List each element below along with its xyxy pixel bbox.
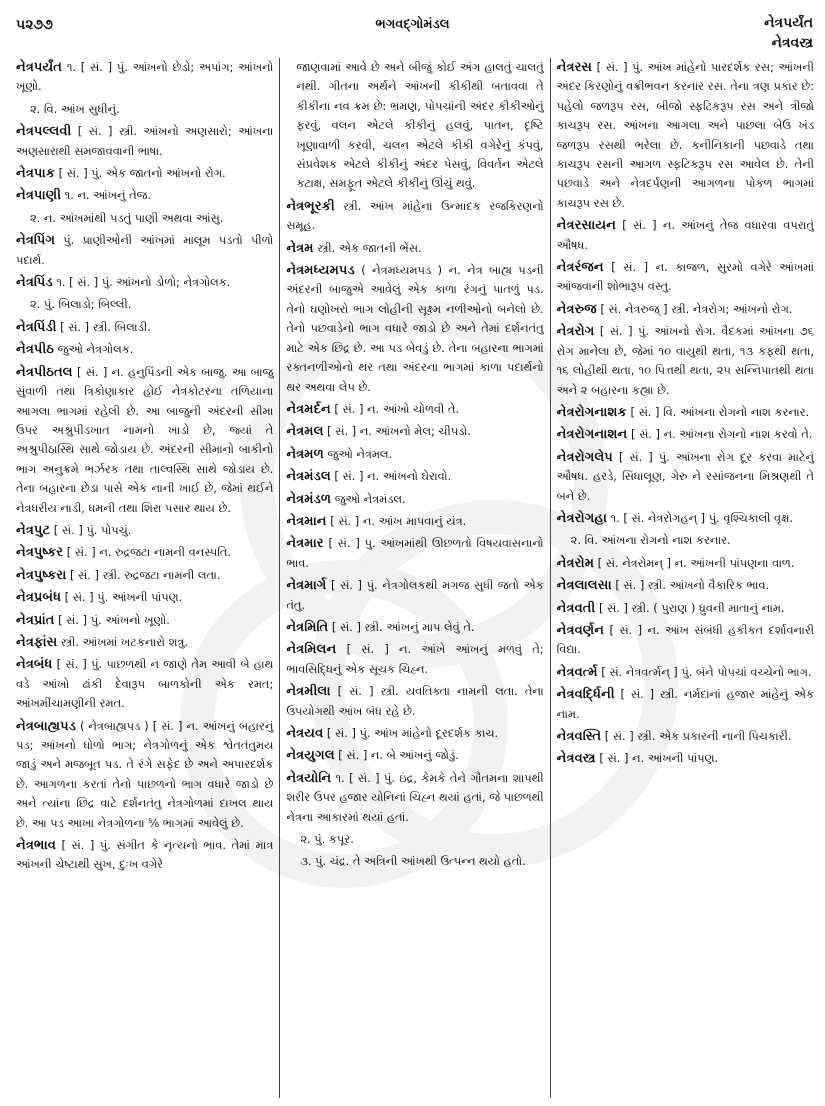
dictionary-entry	[16, 566, 273, 585]
dictionary-entry	[286, 534, 543, 573]
entry-definition: [ સં. ] ન. આંખો ચોળવી તે.	[334, 401, 460, 416]
entry-headword: નેત્રરોગહા	[556, 510, 607, 526]
entry-headword: નેત્રયુગલ	[286, 748, 335, 764]
entry-definition: [ સં. ] ન. આંખનું તેજ વધારવા વપરાતું ઔષધ.	[556, 218, 814, 252]
dictionary-entry	[557, 509, 814, 528]
entry-headword: નેત્રરોગનાશન	[556, 427, 628, 443]
entry-definition: [ સં. નેત્રરોમન્ ] ન. આંખની પાંપણના વાળ.	[597, 555, 795, 570]
entry-headword: નેત્રરંજન	[556, 260, 604, 276]
entry-definition: ૧. [ સં. ] પું. ઇંદ્ર, કેમકે તેને ગૌતમના શાપથી શરીર ઉપર હજાર યોનિનાં ચિહ્ન થયાં હતાં, જે પાછળથી નેત્રના આકારમાં થયાં હતાં.	[286, 770, 544, 824]
dictionary-entry	[286, 490, 543, 509]
entry-definition: [ સં. ] વિ. આંખના રોગનો નાશ કરનાર.	[630, 404, 810, 419]
entry-headword: નેત્રરસાયન	[556, 218, 616, 234]
entry-headword: નેત્રપર્યંત	[16, 60, 63, 75]
entry-definition: [ સં. ] ન. આંખે આંખનું મળવું તે; ભાવસિદ્ધિનું એક સૂચક ચિહ્ન.	[286, 642, 544, 676]
entry-headword: નેત્રફાંસ	[16, 634, 58, 650]
dictionary-entry	[16, 363, 273, 518]
dictionary-entry	[16, 633, 273, 652]
dictionary-entry	[557, 300, 814, 319]
dictionary-entry	[16, 717, 273, 833]
entry-definition: [ સં. ] ન. કાજળ, સુરમો વગેરે આંખમાં આંજવાની શોભારૂપ વસ્તુ.	[556, 260, 814, 294]
entry-sub-sense: ૨. પું. બિલાડો; બિલ્લી.	[30, 297, 132, 312]
dictionary-columns	[12, 58, 820, 1098]
dictionary-entry	[286, 724, 543, 743]
entry-definition: જાણવામાં આવે છે અને બીજું કોઈ અંગ હાલતું ચાલતું નથી. ગીતના અર્થને આંખની કીકીથી બતાવવા તે કીકીના નવ ક્રમ છે: ભ્રમણ, પોપચાંની અંદર કીકીઓનું ફરવું, વલન એટલે કીકીનું હલવું, પાતન, દૃષ્ટિ ખૂણાવાળી કરવી, ચલન એટલે કીકી વગેરેનું કંપવું, સંપ્રવેશક એટલે કીકીનું અંદર પેસવું, વિવર્તન એટલે કટાક્ષ, સમફૂત એટલે કીકીનું ઊંચું થવું.	[296, 60, 544, 191]
entry-headword: નેત્રમીલા	[286, 684, 331, 700]
entry-definition: જુઓ નેત્રમંડલ.	[334, 491, 406, 506]
dictionary-entry	[286, 769, 543, 827]
dictionary-entry	[557, 685, 814, 724]
entry-headword: નેત્રરોગનાશક	[556, 404, 627, 420]
entry-sub-sense: ૨. પું. કપૂર.	[300, 832, 354, 847]
guide-words	[764, 13, 813, 53]
entry-definition: જુઓ નેત્રમલ.	[327, 446, 393, 461]
entry-headword: નેત્રમિલન	[286, 642, 337, 658]
entry-headword: નેત્રયોનિ	[286, 770, 332, 786]
dictionary-entry	[286, 197, 543, 236]
dictionary-entry	[16, 164, 273, 183]
dictionary-entry	[286, 445, 543, 464]
entry-definition: [ સં. ] ન. બે આંખનું જોડું.	[338, 748, 459, 763]
entry-sub-sense: ૩. પું. ચંદ્ર. તે અત્રિની આંખથી ઉત્પન્ન થયો હતો.	[300, 854, 526, 869]
entry-sub-sense: ૨. વિ. આંખ સુધીનું.	[30, 101, 120, 116]
dictionary-entry	[286, 640, 543, 679]
dictionary-entry	[286, 467, 543, 486]
entry-definition: [ સં. ] પું. સંગીત કે નૃત્યનો ભાવ. તેમાં માત્ર આંખની ચેષ્ટાથી સુખ, દુઃખ વગેરે	[16, 838, 274, 872]
entry-definition: [ સં. ] સ્ત્રી. રુદ્રજટા નામની લતા.	[69, 567, 221, 582]
dictionary-entry	[557, 749, 814, 768]
guide-word-last: નેત્રવસ્ત્ર	[771, 35, 813, 51]
entry-definition: [ સં. ] ન. આંખનો મેલ; ચીપડો.	[327, 424, 471, 439]
page-number: ૫૨૭૭	[16, 17, 53, 33]
entry-headword: નેત્રપાક	[16, 166, 56, 182]
entry-headword: નેત્રમાન	[286, 513, 327, 529]
entry-headword: નેત્રમાર્ગ	[286, 578, 327, 594]
entry-headword: નેત્રપીઠતલ	[16, 364, 73, 380]
entry-definition: [ સં. ] સ્ત્રી. નર્મદાનાં હજાર માંહેનું એક નામ.	[556, 687, 814, 721]
dictionary-entry	[286, 261, 543, 397]
entry-definition: [ સં. ] સ્ત્રી. આંખનો વૈકારિક ભાવ.	[615, 578, 770, 593]
entry-headword: નેત્રરોગલેપ	[556, 449, 613, 465]
entry-sub-sense: ૨. ન. આંખમાંથી પડતું પાણી અથવા આંસુ.	[30, 210, 224, 225]
entry-headword: નેત્રમ	[286, 240, 314, 256]
entry-definition: સ્ત્રી. આંખ માંહેના ઉન્માદક રજકિરણનો સમૂહ.	[286, 198, 544, 233]
entry-headword: નેત્રપિંડી	[16, 319, 57, 335]
entry-headword: નેત્રમર્દન	[286, 401, 331, 417]
dictionary-entry	[286, 422, 543, 441]
entry-headword: નેત્રરોમ	[556, 555, 595, 571]
entry-definition: સ્ત્રી. આંખમાં ખટકનારો શત્રુ.	[60, 634, 188, 649]
entry-definition: [ સં. ] પું. એક જાતનો આંખનો રોગ.	[58, 166, 226, 181]
entry-definition: ( નેત્રમધ્યમપડ ) ન. નેત્ર બાહ્ય પડની અંદરની બાજુએ આવેલું એક કાળા રંગનું પાતળું પડ. તેનો ઘણોખરો ભાગ લોહીની સૂક્ષ્મ નળીઓનો બનેલો છે. તેનો પછવાડેનો ભાગ વધારે જાડો છે અને તેમાં દર્શનતંતુ માટે એક છિદ્ર છે. આ પડ બેવડું છે. તેના બહારના ભાગમાં રક્તનળીઓનો થર તથા અંદરના ભાગમાં કાળા પદાર્થનો થર અથવા લેપ છે.	[286, 263, 544, 394]
entry-definition: [ સં. ] સ્ત્રી. યવતિક્તા નામની લતા. તેના ઉપયોગથી આંખ બંધ રહે છે.	[286, 684, 544, 718]
dictionary-entry	[16, 318, 273, 337]
entry-headword: નેત્રમધ્યમપડ	[286, 263, 355, 279]
dictionary-entry	[16, 543, 273, 562]
entry-headword: નેત્રમિતિ	[286, 619, 329, 635]
entry-definition: [ સં. નેત્રવર્ત્મન્ ] પું. બંને પોપચાં વચ્ચેનો ભાગ.	[601, 664, 812, 679]
entry-definition: [ સં. ] પું. આંખ માંહેનો પારદર્શક રસ; આંખની અંદર કિરણોનું વક્રીભવન કરનાર રસ. તેના ત્રણ પ્રકાર છે: પહેલો જળરૂપ રસ, બીજો સ્ફટિકરૂપ રસ અને ત્રીજો કાચરૂપ રસ. આંખના આગલા અને પાછલા બેઉ ખંડ જળરૂપ રસથી ભરેલા છે. કનીનિકાની પછવાડે તથા કાચરૂપ રસની આગળ સ્ફટિકરૂપ રસ આવેલ છે. તેની પછવાડે અને નેત્રદર્પણની આગળના પોકળ ભાગમાં કાચરૂપ રસ છે.	[556, 60, 814, 210]
entry-headword: નેત્રપીઠ	[16, 342, 54, 358]
entry-definition: [ સં. ] પું. નેત્રગોલકથી મગજ સુધી જતો એક તંતુ.	[286, 578, 544, 612]
column-1	[12, 58, 279, 1098]
entry-definition: [ સં. ] ન. રુદ્રજટા નામની વનસ્પતિ.	[66, 545, 232, 560]
dictionary-entry	[16, 231, 273, 270]
entry-headword: નેત્રરસ	[556, 60, 593, 75]
entry-definition: [ સં. ] ન. આંખ સંબંધી હકીકત દર્શાવનારી વિદ્યા.	[556, 622, 814, 657]
entry-definition: [ સં. ] સ્ત્રી. આંખનું માપ લેવું તે.	[331, 619, 475, 634]
entry-headword: નેત્રમંડલ	[286, 469, 331, 485]
entry-headword: નેત્રપુટ	[16, 522, 51, 538]
entry-definition: [ સં. નેત્રરુજ્ ] સ્ત્રી. નેત્રરોગ; આંખનો રોગ.	[600, 301, 793, 316]
entry-headword: નેત્રબાહ્યપડ	[16, 718, 76, 734]
column-2	[279, 58, 549, 1098]
entry-headword: નેત્રપ્રબંધ	[16, 590, 61, 606]
dictionary-entry	[557, 448, 814, 506]
entry-definition: સ્ત્રી. એક જાતની ભેંસ.	[317, 240, 422, 255]
entry-definition: જુઓ નેત્રગોલક.	[57, 342, 134, 357]
dictionary-entry	[16, 521, 273, 540]
dictionary-entry	[557, 663, 814, 682]
entry-headword: નેત્રપિંગ	[16, 233, 56, 249]
dictionary-entry	[557, 322, 814, 400]
dictionary-entry	[557, 554, 814, 573]
entry-definition: [ સં. ] ન. હનુપિંડની એક બાજુ. આ બાજુ સુંવાળી તથા ત્રિકોણાકાર હોઈ નેત્રકોટરના તળિયાના આગલા ભાગમાં રહેલી છે. આ બાજુની અંદરની સીમા ઉપર અશ્રુપીડખાત નામનો ખાડો છે, જ્યાં તે અશ્રુપીઠાસ્થિ સાથે જોડાય છે. અંદરની સીમાનો બાકીનો ભાગ અનુક્રમે ભર્ઝરક તથા તાલ્વસ્થિ સાથે જોડાય છે. તેના બહારના છેડા પાસે એક નાની ખાઈ છે, જેમાં થઈને નેત્રધરીય નાડી, ધમની તથા શિરા પસાર થાય છે.	[16, 364, 274, 515]
dictionary-entry	[16, 58, 273, 97]
entry-definition: [ સં. ] સ્ત્રી. એક પ્રકારની નાની પિચકારી.	[604, 729, 792, 743]
dictionary-entry	[286, 400, 543, 419]
entry-definition: [ સં. ] પું. આંખનો ખૂણો.	[58, 612, 170, 627]
entry-definition: ૧. [ સં. નેત્રરોગહન્ ] પું. વૃશ્ચિકાલી વૃક્ષ.	[610, 510, 794, 525]
entry-headword: નેત્રપુષ્કર	[16, 545, 64, 561]
entry-definition: [ સં. ] ન. આંખની પાંપણ.	[599, 751, 719, 766]
entry-headword: નેત્રવસ્ત્ર	[556, 751, 596, 767]
entry-definition: [ સં. ] પું. પોપચું.	[53, 522, 132, 537]
entry-headword: નેત્રલાલસા	[556, 578, 612, 594]
entry-definition: ૧. ન. આંખનું તેજ.	[64, 188, 152, 203]
entry-definition: ૧. [ સં. ] પું. આંખનો ડોળો; નેત્રગોલક.	[56, 275, 231, 290]
dictionary-entry	[286, 239, 543, 258]
dictionary-entry	[286, 58, 543, 194]
dictionary-entry	[286, 512, 543, 531]
dictionary-entry	[557, 621, 814, 660]
dictionary-entry	[557, 216, 814, 255]
dictionary-entry	[16, 836, 273, 875]
dictionary-entry	[16, 611, 273, 630]
dictionary-entry	[286, 576, 543, 615]
entry-headword: નેત્રબંધ	[16, 657, 53, 673]
entry-definition: [ સં. ] સ્ત્રી. આંખનો અણસારો; આંખના અણસારાથી સમજાવવાની ભાષા.	[16, 124, 274, 158]
entry-definition: [ સં. ] પુ. આંખમાંથી ઊછળતો વિષયવાસનાનો ભાવ.	[286, 536, 544, 570]
dictionary-entry	[557, 258, 814, 297]
page-header	[0, 0, 825, 56]
entry-definition: પું. પ્રાણીઓની આંખમાં માલૂમ પડતો પીળો પદાર્થ.	[16, 233, 274, 267]
dictionary-entry	[16, 588, 273, 607]
entry-headword: નેત્રમળ	[286, 446, 324, 462]
entry-headword: નેત્રપાણી	[16, 188, 61, 204]
entry-headword: નેત્રમલ	[286, 424, 324, 440]
entry-headword: નેત્રપુષ્કરા	[16, 567, 67, 583]
dictionary-entry	[16, 655, 273, 713]
dictionary-entry	[286, 746, 543, 765]
entry-headword: નેત્રમંડળ	[286, 491, 332, 507]
entry-definition: [ સં. ] પું. આંખનો રોગ. વૈદકમાં આંખના ૭૬ રોગ માનેલા છે, જેમાં ૧૦ વાયુથી થતા, ૧૩ કફથી થતા, ૧૬ લોહીથી થતા, ૧૦ પિત્તથી થતા, ૨૫ સન્નિપાતથી થતા અને ૨ બહારના કહ્યા છે.	[556, 324, 814, 397]
dictionary-entry	[16, 340, 273, 359]
dictionary-entry	[16, 273, 273, 292]
entry-definition: [ સં. ] પું. પાછળથી ન જાણે તેમ આવી બે હાથ વડે આંખો ઢાંકી દેવારૂપ બાળકોની એક રમત; આંખમીંચામણીની રમત.	[16, 657, 274, 711]
dictionary-entry	[557, 58, 814, 213]
entry-headword: નેત્રરોગ	[556, 324, 595, 340]
entry-definition: [ સં. ] સ્ત્રી. ( પુરાણ ) ધ્રુવની માતાનું નામ.	[598, 600, 785, 615]
dictionary-entry	[16, 122, 273, 161]
entry-definition: [ સં. ] ન. આંખ માપવાનું યંત્ર.	[330, 513, 467, 528]
dictionary-entry	[557, 403, 814, 422]
entry-headword: નેત્રયવ	[286, 726, 324, 741]
dictionary-entry	[286, 618, 543, 637]
entry-headword: નેત્રપિંડ	[16, 275, 53, 291]
entry-definition: [ સં. ] સ્ત્રી. બિલાડી.	[60, 319, 151, 334]
entry-headword: નેત્રમાર	[286, 536, 324, 552]
entry-definition: [ સં. ] પું. આંખના રોગ દૂર કરવા માટેનું ઔષધ. હરડે, સિંધાલૂણ, ગેરુ ને રસાંજનના મિશ્રણથી તે બને છે.	[556, 449, 814, 503]
entry-headword: નેત્રવસ્તિ	[556, 729, 602, 744]
entry-headword: નેત્રપ્રાંત	[16, 612, 55, 628]
entry-headword: નેત્રવતી	[556, 600, 596, 616]
guide-word-first: નેત્રપર્યંત	[764, 15, 813, 31]
dictionary-entry	[16, 186, 273, 205]
entry-headword: નેત્રભાવ	[16, 838, 56, 854]
entry-definition: [ સં. ] પું. આંખ માંહેનો દૂરદર્શક કાચ.	[326, 726, 499, 740]
entry-sub-sense: ૨. વિ. આંખના રોગનો નાશ કરનાર.	[570, 533, 731, 548]
dictionary-entry	[557, 727, 814, 746]
entry-headword: નેત્રભૂરકી	[286, 198, 335, 214]
entry-definition: [ સં. ] પું. આંખની પાંપણ.	[64, 590, 183, 605]
entry-definition: ( નેત્રબાહ્યપડ ) [ સં. ] ન. આંખનું બહારનું પડ; આંખનો ધોળો ભાગ; નેત્રગોળનું એક શ્વેતતંતુમય જાડું અને મજબૂત પડ. તે રંગે સફેદ છે અને અપારદર્શક છે. આગળના કરતાં તેનો પાછળનો ભાગ વધારે જાડો છે અને ત્યાંના છિદ્ર વાટે દર્શનતંતુ નેત્રગોળમાં દાખલ થાય છે. આ પડ આખા નેત્રગોળના ⅚ ભાગમાં આવેલું છે.	[16, 718, 274, 830]
entry-headword: નેત્રવર્દ્ધિની	[556, 687, 615, 703]
entry-headword: નેત્રરુજ	[556, 301, 597, 317]
dictionary-entry	[557, 576, 814, 595]
entry-definition: [ સં. ] ન. આંખના રોગનો નાશ કરવો તે.	[631, 427, 813, 442]
dictionary-entry	[557, 599, 814, 618]
entry-definition: [ સં. ] ન. આંખનો ઘેરાવો.	[334, 469, 452, 484]
dictionary-entry	[557, 425, 814, 444]
book-title: ભગવદ્ગોમંડલ	[375, 17, 450, 32]
entry-headword: નેત્રવર્ણન	[556, 622, 605, 638]
entry-headword: નેત્રપલ્લવી	[16, 124, 72, 140]
column-3	[550, 58, 820, 1098]
entry-headword: નેત્રવર્ત્મ	[556, 664, 598, 680]
entry-definition: ૧. [ સં. ] પું. આંખનો છેડો; અપાંગ; આંખનો ખૂણો.	[16, 60, 274, 94]
dictionary-entry	[286, 682, 543, 721]
